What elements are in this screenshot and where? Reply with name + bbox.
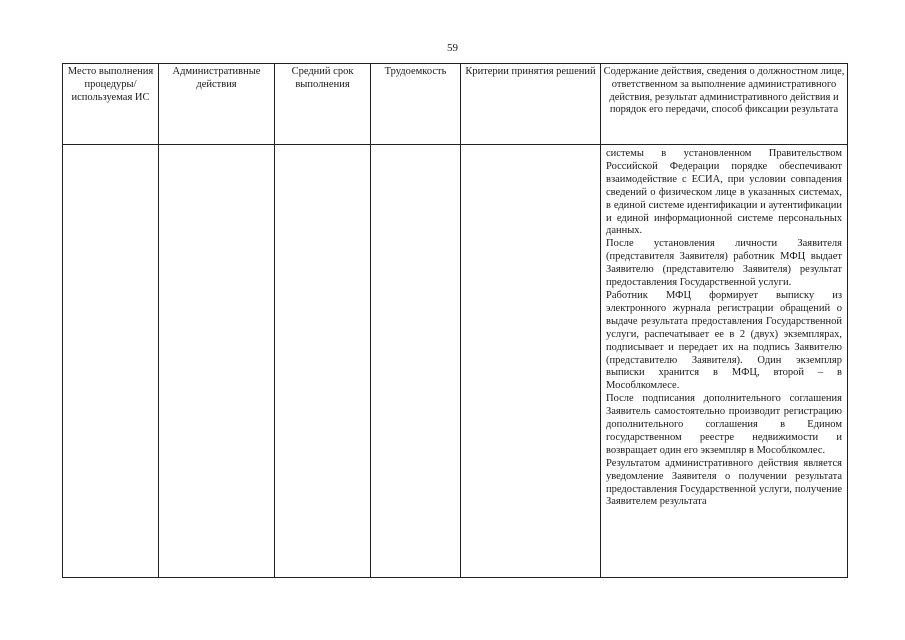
table-row [63, 145, 848, 578]
cell-duration [275, 145, 371, 578]
header-actions: Административные действия [159, 64, 275, 145]
header-duration: Средний срок выполнения [275, 64, 371, 145]
cell-content [601, 145, 848, 578]
cell-actions [159, 145, 275, 578]
procedure-table [62, 63, 848, 578]
cell-place [63, 145, 159, 578]
cell-criteria [461, 145, 601, 578]
header-place: Место выполнения процедуры/используемая ИС [63, 64, 159, 145]
page-number: 59 [447, 42, 458, 54]
content-paragraph: Работник МФЦ формирует выписку из электронного журнала регистрации обращений о выдаче результата предоставления Государственной услуги, распечатывает ее в 2 (двух) экземплярах, подписывает и передает их на подпись Заявителю (представителю Заявителя). Один экземпляр выписки хранится в МФЦ, второй – в Мособлкомлесе. [606, 289, 842, 392]
content-paragraph: системы в установленном Правительством Российской Федерации порядке обеспечивают взаимодействие с ЕСИА, при условии совпадения сведений о физическом лице в указанных системах, в единой системе идентификации и аутентификации и единой информационной системе персональных данных. [606, 148, 842, 237]
content-paragraph: Результатом административного действия является уведомление Заявителя о получении результата предоставления Государственной услуги, получение Заявителем результата [606, 457, 842, 508]
header-criteria: Критерии принятия решений [461, 64, 601, 145]
header-labor: Трудоемкость [371, 64, 461, 145]
header-content: Содержание действия, сведения о должностном лице, ответственном за выполнение административного действия, результат административного действия и порядок его передачи, способ фиксации результата [601, 64, 848, 145]
header-row [63, 64, 848, 145]
content-paragraph: После установления личности Заявителя (представителя Заявителя) работник МФЦ выдает Заявителю (представителю Заявителя) результат предоставления Государственной услуги. [606, 238, 842, 289]
cell-labor [371, 145, 461, 578]
content-paragraph: После подписания дополнительного соглашения Заявитель самостоятельно производит регистрацию дополнительного соглашения в Едином государственном реестре недвижимости и возвращает один его экземпляр в Мособлкомлес. [606, 393, 842, 456]
